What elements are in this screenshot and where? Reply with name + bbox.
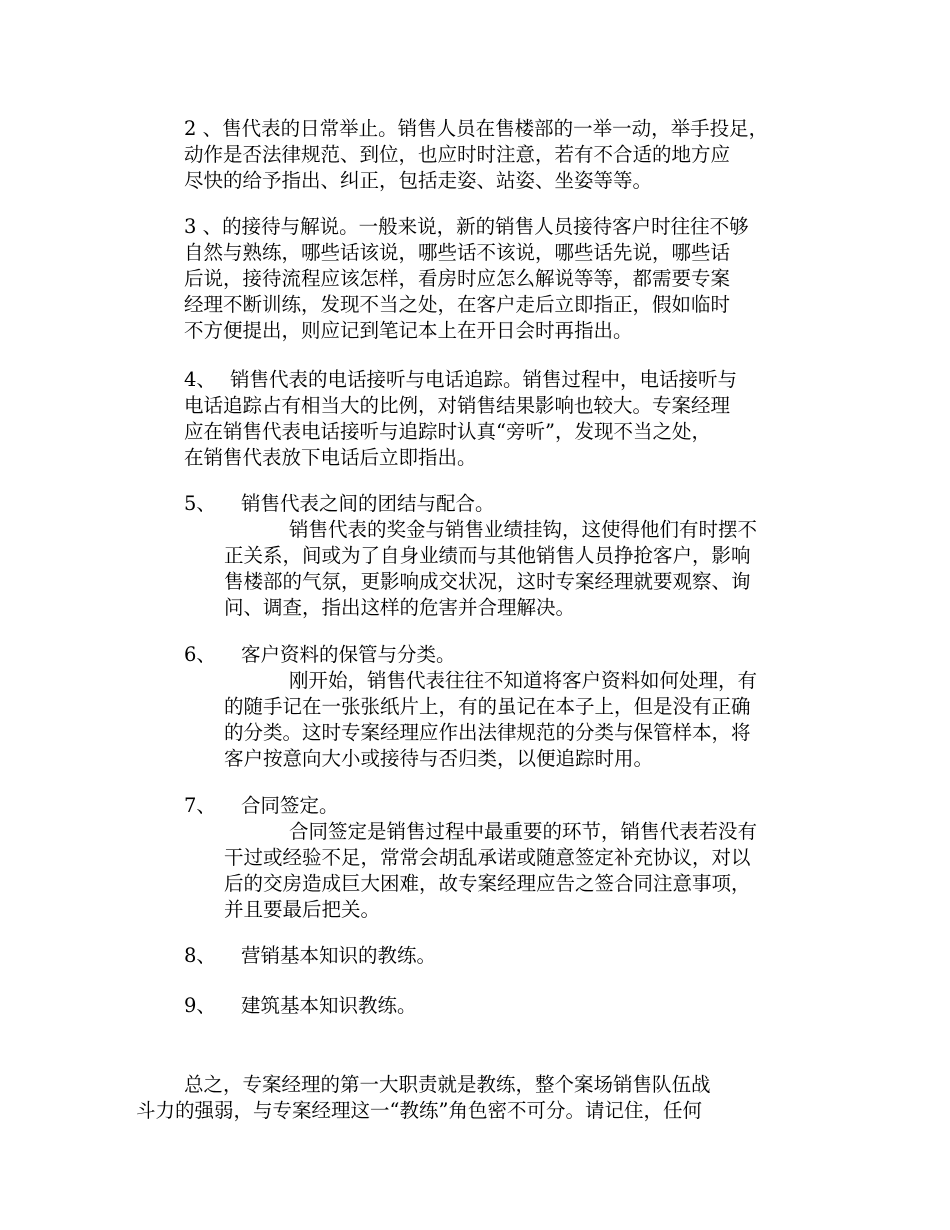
item-5-line-4: 问、调查，指出这样的危害并合理解决。	[224, 596, 576, 619]
item-5-line-1: 销售代表的奖金与销售业绩挂钩，这使得他们有时摆不	[289, 518, 758, 541]
item-8-heading: 营销基本知识的教练。	[241, 944, 437, 967]
item-3-line-4: 经理不断训练，发现不当之处，在客户走后立即指正，假如临时	[184, 293, 731, 316]
item-7-heading: 合同签定。	[241, 794, 339, 817]
item-6-line-4: 客户按意向大小或接待与否归类，以便追踪时用。	[224, 747, 654, 770]
item-4-line-3: 应在销售代表电话接听与追踪时认真“旁听”，发现不当之处，	[184, 420, 711, 443]
item-6-heading: 客户资料的保管与分类。	[241, 643, 456, 666]
item-7-line-4: 并且要最后把关。	[224, 898, 381, 921]
item-6-line-2: 的随手记在一张张纸片上，有的虽记在本子上，但是没有正确	[224, 695, 751, 718]
item-7-line-1: 合同签定是销售过程中最重要的环节，销售代表若没有	[289, 820, 758, 843]
item-3-line-2: 自然与熟练，哪些话该说，哪些话不该说，哪些话先说，哪些话	[184, 241, 731, 264]
item-4-number: 4、	[184, 368, 216, 391]
item-8-number: 8、	[184, 944, 216, 967]
item-5-heading: 销售代表之间的团结与配合。	[241, 492, 495, 515]
item-4-line-2: 电话追踪占有相当大的比例，对销售结果影响也较大。专案经理	[184, 394, 731, 417]
item-4-line-1: 销售代表的电话接听与电话追踪。销售过程中，电话接听与	[230, 368, 738, 391]
item-2-line-2: 动作是否法律规范、到位，也应时时注意，若有不合适的地方应	[184, 143, 731, 166]
item-2-line-3: 尽快的给予指出、纠正，包括走姿、站姿、坐姿等等。	[184, 169, 653, 192]
item-3-line-1: 3 、的接待与解说。一般来说，新的销售人员接待客户时往往不够	[184, 215, 749, 238]
item-6-number: 6、	[184, 643, 216, 666]
item-5-line-3: 售楼部的气氛，更影响成交状况，这时专案经理就要观察、询	[224, 570, 751, 593]
item-7-line-2: 干过或经验不足，常常会胡乱承诺或随意签定补充协议，对以	[224, 846, 751, 869]
conclusion-line-1: 总之，专案经理的第一大职责就是教练，整个案场销售队伍战	[184, 1073, 711, 1096]
item-2-line-1: 2 、售代表的日常举止。销售人员在售楼部的一举一动，举手投足，	[184, 117, 769, 140]
item-6-line-1: 刚开始，销售代表往往不知道将客户资料如何处理，有	[289, 669, 758, 692]
item-7-number: 7、	[184, 794, 216, 817]
conclusion-line-2: 斗力的强弱，与专案经理这一“教练”角色密不可分。请记住，任何	[136, 1099, 702, 1122]
item-5-number: 5、	[184, 492, 216, 515]
item-3-line-3: 后说，接待流程应该怎样，看房时应怎么解说等等，都需要专案	[184, 267, 731, 290]
item-4-line-4: 在销售代表放下电话后立即指出。	[184, 446, 477, 469]
item-9-heading: 建筑基本知识教练。	[241, 994, 417, 1017]
item-5-line-2: 正关系，间或为了自身业绩而与其他销售人员挣抢客户，影响	[224, 544, 751, 567]
item-7-line-3: 后的交房造成巨大困难，故专案经理应告之签合同注意事项，	[224, 872, 751, 895]
item-9-number: 9、	[184, 994, 216, 1017]
item-6-line-3: 的分类。这时专案经理应作出法律规范的分类与保管样本，将	[224, 721, 751, 744]
item-3-line-5: 不方便提出，则应记到笔记本上在开日会时再指出。	[184, 319, 633, 342]
